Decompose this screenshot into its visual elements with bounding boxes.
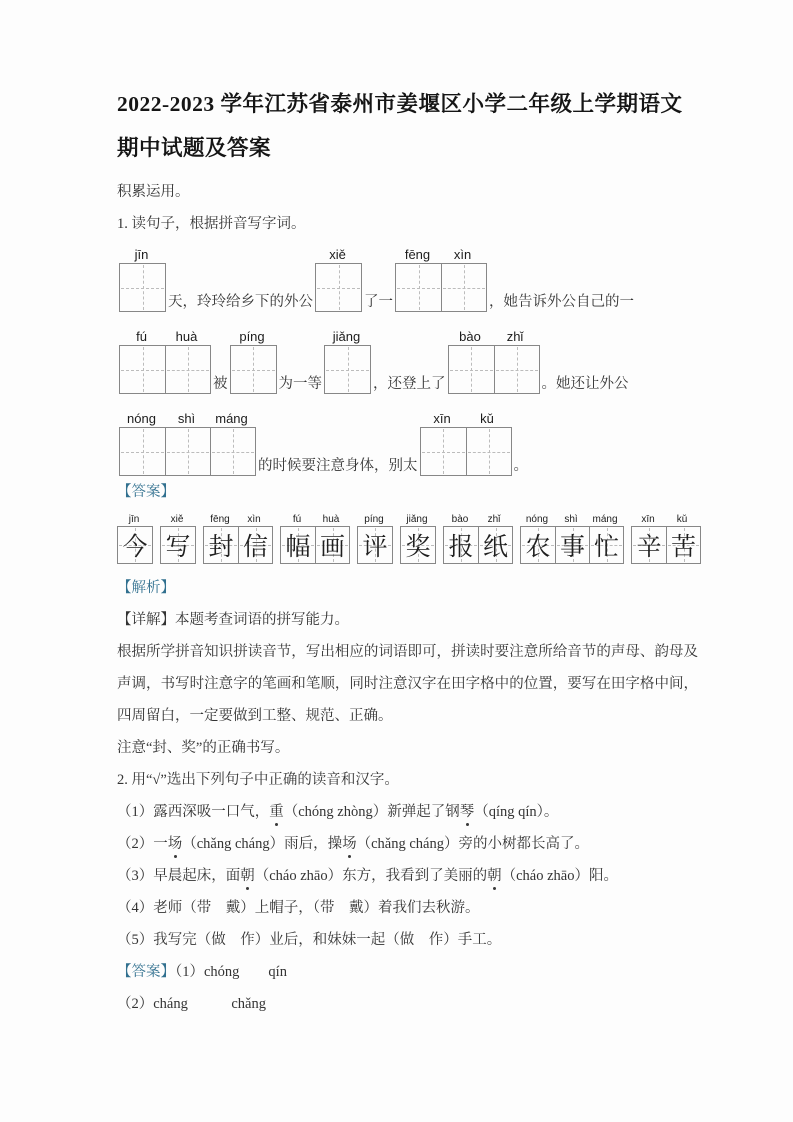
tianzige-cell (165, 428, 210, 475)
answer-character: 农 (525, 532, 551, 561)
text-segment: （cháo zhāo）阳。 (501, 868, 618, 884)
pinyin-label: shì (177, 411, 196, 426)
answer-character: 画 (319, 532, 345, 561)
text-segment: （chǎng cháng）旁的小树都长高了。 (356, 836, 589, 852)
detail-text: 【详解】本题考查词语的拼写能力。 (117, 612, 349, 628)
pinyin-row (395, 246, 487, 263)
pinyin-label: píng (364, 514, 384, 525)
tianzige-box (119, 345, 211, 394)
pinyin-label: nóng (525, 514, 549, 525)
tianzige-cell (210, 428, 255, 475)
tianzige-group (119, 328, 211, 394)
pinyin-label: jiǎng (406, 514, 428, 525)
answer-character: 辛 (636, 532, 662, 561)
tianzige-cell (521, 527, 555, 563)
pinyin-row (631, 513, 701, 526)
fill-text: 了一 (364, 294, 393, 310)
answer-character: 忙 (593, 532, 619, 561)
q2-answer-line-1 (117, 956, 698, 988)
answer-character: 封 (208, 532, 234, 561)
tianzige-box (400, 526, 436, 564)
tianzige-box (443, 526, 513, 564)
tianzige-box (280, 526, 350, 564)
tianzige-box (520, 526, 624, 564)
q1-prompt: 1. 读句子，根据拼音写字词。 (117, 216, 306, 232)
pinyin-label: shì (564, 514, 578, 525)
pinyin-row (119, 410, 256, 427)
answer-character: 奖 (405, 532, 431, 561)
answer-tianzige-group (631, 513, 701, 564)
analysis-heading (117, 572, 698, 604)
text-segment: （2）一 (117, 836, 168, 852)
emphasized-char: 朝 (240, 868, 255, 884)
tianzige-box (448, 345, 540, 394)
emphasized-char: 场 (167, 836, 183, 852)
question-item-3 (117, 860, 698, 892)
pinyin-row (443, 513, 513, 526)
tianzige-cell (358, 527, 392, 563)
emphasized-char: 琴 (459, 804, 475, 820)
q1-fill-row-3 (117, 410, 698, 476)
answer-tianzige-group (357, 513, 393, 564)
question-item-2 (117, 828, 698, 860)
pinyin-label: xiě (329, 247, 346, 262)
tianzige-group (315, 246, 362, 312)
tianzige-box (315, 263, 362, 312)
answer-character: 今 (122, 532, 148, 561)
tianzige-box (119, 427, 256, 476)
fill-text: 。她还让外公 (541, 376, 629, 392)
tianzige-group (119, 246, 166, 312)
answer-character: 幅 (285, 532, 311, 561)
tianzige-cell (281, 527, 315, 563)
emphasized-char: 场 (342, 836, 357, 852)
tianzige-cell (118, 527, 152, 563)
pinyin-row (119, 328, 211, 345)
tianzige-group (420, 410, 512, 476)
note-text: 注意“封、奖”的正确书写。 (117, 740, 290, 756)
tianzige-cell (120, 264, 165, 311)
tianzige-cell (120, 428, 165, 475)
pinyin-label: jiǎng (332, 329, 361, 344)
question-item-1 (117, 796, 698, 828)
pinyin-label: jīn (134, 247, 149, 262)
pinyin-label: fēng (404, 247, 431, 262)
pinyin-label: máng (592, 514, 618, 525)
pinyin-label: bào (459, 329, 481, 344)
tianzige-group (448, 328, 540, 394)
tianzige-cell (444, 527, 478, 563)
answer-tianzige-group (400, 513, 436, 564)
tianzige-cell (555, 527, 589, 563)
tianzige-cell (478, 527, 512, 563)
tianzige-cell (421, 428, 466, 475)
pinyin-row (448, 328, 540, 345)
tianzige-box (160, 526, 196, 564)
fill-text: ，她告诉外公自己的一 (489, 294, 634, 310)
answer-character: 苦 (670, 532, 696, 561)
page-title (117, 82, 698, 170)
tianzige-box (324, 345, 371, 394)
pinyin-row (315, 246, 362, 263)
tianzige-box (203, 526, 273, 564)
answer-label: 【答案】 (117, 484, 175, 500)
tianzige-box (230, 345, 277, 394)
document-content (117, 82, 698, 1020)
pinyin-label: huà (322, 514, 340, 525)
pinyin-row (203, 513, 273, 526)
pinyin-label: kǔ (676, 514, 688, 525)
tianzige-cell (632, 527, 666, 563)
pinyin-label: píng (239, 329, 265, 344)
explanation-text: 根据所学拼音知识拼读音节，写出相应的词语即可，拼读时要注意所给音节的声母、韵母及声调，书写时注意字的笔画和笔顺，同时注意汉字在田字格中的位置，要写在田字格中间，四周留白，一定要做到工整、规范、正确。 (117, 644, 698, 724)
text-segment: （qíng qín）。 (474, 804, 559, 820)
pinyin-row (117, 513, 153, 526)
tianzige-cell (238, 527, 272, 563)
pinyin-label: máng (215, 411, 248, 426)
q2-answer-line-2: （2）cháng chǎng (117, 996, 266, 1012)
text-segment: （cháo zhāo）东方，我看到了美丽的 (254, 868, 488, 884)
pinyin-row (420, 410, 512, 427)
answer-character: 评 (362, 532, 388, 561)
pinyin-label: zhǐ (506, 329, 524, 344)
tianzige-cell (231, 346, 276, 393)
tianzige-box (420, 427, 512, 476)
emphasized-char: 重 (269, 804, 284, 820)
pinyin-label: jīn (128, 514, 140, 525)
q2-prompt: 2. 用“√”选出下列句子中正确的读音和汉字。 (117, 772, 399, 788)
pinyin-row (400, 513, 436, 526)
q1-answer-grid (117, 513, 698, 564)
q1-fill-row-1 (117, 246, 698, 312)
pinyin-label: fú (136, 329, 147, 344)
tianzige-group (324, 328, 371, 394)
answer-text-1: （1）chóng qín (175, 964, 287, 980)
question-item-5 (117, 924, 698, 956)
pinyin-label: xìn (247, 514, 261, 525)
tianzige-cell (449, 346, 494, 393)
tianzige-cell (441, 264, 486, 311)
answer-tianzige-group (160, 513, 196, 564)
text-segment: （chóng zhòng）新弹起了钢 (283, 804, 460, 820)
analysis-label: 【解析】 (117, 580, 175, 596)
pinyin-row (160, 513, 196, 526)
tianzige-cell (165, 346, 210, 393)
title-line-1: 2022-2023 学年江苏省泰州市姜堰区小学二年级上学期语文 (117, 92, 683, 116)
tianzige-group (395, 246, 487, 312)
fill-text: 为一等 (278, 376, 322, 392)
answer-character: 纸 (482, 532, 508, 561)
tianzige-cell (315, 527, 349, 563)
text-segment: （5）我写完（做 作）业后，和妹妹一起（做 作）手工。 (117, 932, 502, 948)
pinyin-label: xīn (433, 411, 451, 426)
pinyin-label: fēng (210, 514, 230, 525)
tianzige-cell (494, 346, 539, 393)
fill-text: 天，玲玲给乡下的外公 (168, 294, 313, 310)
pinyin-label: xìn (453, 247, 472, 262)
answer-tianzige-group (520, 513, 624, 564)
pinyin-row (280, 513, 350, 526)
tianzige-box (119, 263, 166, 312)
fill-text: 。 (513, 458, 528, 474)
title-line-2: 期中试题及答案 (117, 136, 272, 160)
answer-tianzige-group (203, 513, 273, 564)
q1-answer-heading (117, 476, 698, 508)
pinyin-label: nóng (127, 411, 156, 426)
question-item-4 (117, 892, 698, 924)
fill-text: 被 (213, 376, 228, 392)
tianzige-cell (204, 527, 238, 563)
pinyin-row (119, 246, 166, 263)
tianzige-group (230, 328, 277, 394)
text-segment: （1）露西深吸一口气， (117, 804, 270, 820)
pinyin-label: zhǐ (487, 514, 501, 525)
pinyin-row (520, 513, 624, 526)
emphasized-char: 朝 (487, 868, 502, 884)
text-segment: （3）早晨起床，面 (117, 868, 241, 884)
pinyin-label: bào (451, 514, 469, 525)
fill-text: 的时候要注意身体，别太 (258, 458, 418, 474)
tianzige-box (631, 526, 701, 564)
tianzige-cell (589, 527, 623, 563)
answer-label: 【答案】 (117, 964, 175, 980)
section-intro: 积累运用。 (117, 184, 190, 200)
answer-tianzige-group (280, 513, 350, 564)
answer-character: 报 (448, 532, 474, 561)
tianzige-cell (466, 428, 511, 475)
answer-character: 事 (559, 532, 585, 561)
pinyin-row (324, 328, 371, 345)
pinyin-label: huà (175, 329, 198, 344)
pinyin-row (357, 513, 393, 526)
pinyin-label: xīn (641, 514, 655, 525)
text-segment: （4）老师（带 戴）上帽子，（带 戴）着我们去秋游。 (117, 900, 480, 916)
tianzige-cell (396, 264, 441, 311)
text-segment: （chǎng cháng）雨后，操 (182, 836, 343, 852)
tianzige-cell (401, 527, 435, 563)
answer-tianzige-group (117, 513, 153, 564)
answer-tianzige-group (443, 513, 513, 564)
tianzige-cell (120, 346, 165, 393)
tianzige-cell (325, 346, 370, 393)
tianzige-group (119, 410, 256, 476)
pinyin-label: kǔ (480, 411, 494, 426)
tianzige-box (117, 526, 153, 564)
tianzige-cell (316, 264, 361, 311)
tianzige-cell (666, 527, 700, 563)
fill-text: ，还登上了 (373, 376, 446, 392)
answer-character: 写 (165, 532, 191, 561)
pinyin-label: fú (292, 514, 302, 525)
pinyin-row (230, 328, 277, 345)
q1-fill-row-2 (117, 328, 698, 394)
tianzige-cell (161, 527, 195, 563)
answer-character: 信 (242, 532, 268, 561)
tianzige-box (395, 263, 487, 312)
tianzige-box (357, 526, 393, 564)
pinyin-label: xiě (170, 514, 184, 525)
